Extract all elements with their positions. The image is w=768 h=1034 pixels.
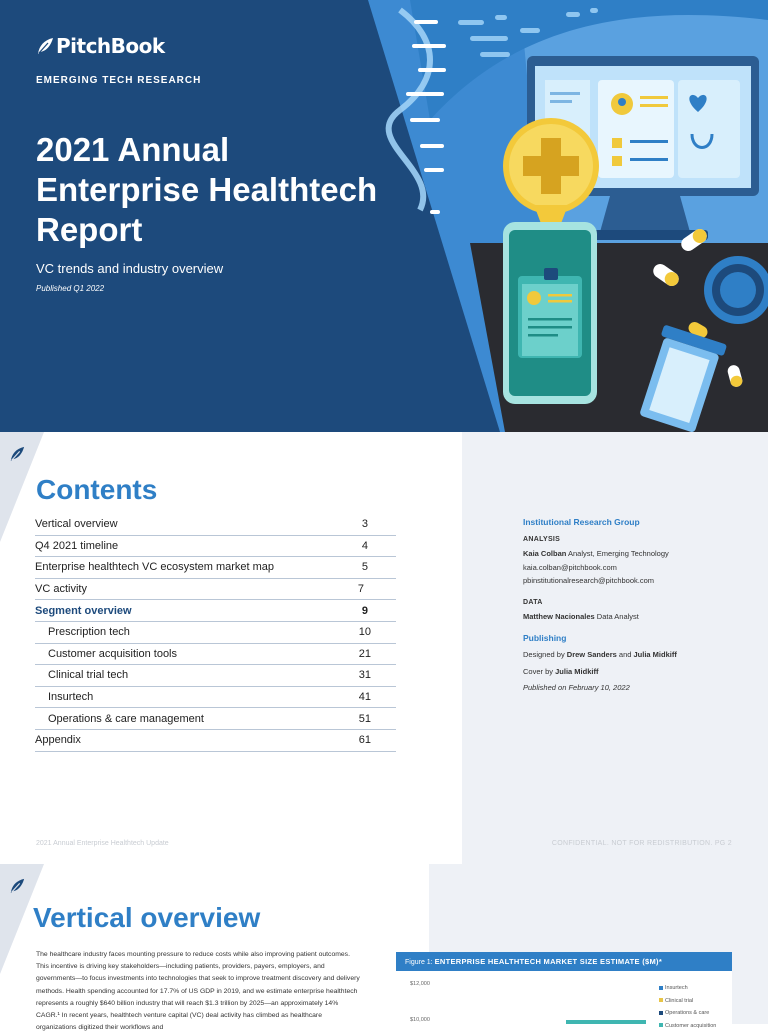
figure-prefix: Figure 1: bbox=[405, 959, 435, 966]
toc-item[interactable] bbox=[35, 665, 396, 687]
y-tick-label: $10,000 bbox=[410, 1017, 430, 1023]
toc-page: 7 bbox=[357, 583, 364, 596]
toc-label: Appendix bbox=[35, 734, 81, 747]
toc-item[interactable] bbox=[35, 579, 396, 601]
legend-entry bbox=[659, 982, 716, 995]
toc-page: 31 bbox=[358, 669, 371, 682]
toc-page: 21 bbox=[358, 647, 371, 660]
page-footer-title: 2021 Annual Enterprise Healthtech Update bbox=[36, 840, 169, 847]
toc-label: Customer acquisition tools bbox=[48, 647, 178, 660]
toc-page: 10 bbox=[358, 626, 371, 639]
legend-swatch bbox=[659, 998, 663, 1002]
credits-analysis-label: ANALYSIS bbox=[523, 535, 561, 543]
cover-kicker: EMERGING TECH RESEARCH bbox=[36, 75, 202, 86]
cover-title bbox=[36, 130, 416, 250]
credits-designed-by bbox=[523, 648, 753, 662]
toc-label: Operations & care management bbox=[48, 712, 204, 725]
group-email[interactable]: pbinstitutionalresearch@pitchbook.com bbox=[523, 576, 655, 585]
toc-label: Insurtech bbox=[48, 691, 94, 704]
figure-header bbox=[396, 952, 732, 971]
logo-text: PitchBook bbox=[56, 34, 165, 58]
vertical-overview-page bbox=[0, 864, 768, 1032]
toc-item[interactable] bbox=[35, 708, 396, 730]
toc-page: 5 bbox=[361, 561, 368, 574]
pitchbook-logo bbox=[36, 34, 165, 58]
vertical-overview-title: Vertical overview bbox=[33, 902, 261, 933]
cover-title-line: Enterprise Healthtech bbox=[36, 171, 378, 208]
credits-data-label: DATA bbox=[523, 598, 543, 606]
toc-label: VC activity bbox=[35, 583, 87, 596]
toc-label: Prescription tech bbox=[48, 626, 130, 639]
cover-designer: Julia Midkiff bbox=[555, 666, 599, 676]
contents-title: Contents bbox=[36, 474, 158, 505]
y-tick-label: $12,000 bbox=[410, 981, 430, 987]
toc-item[interactable] bbox=[35, 644, 396, 666]
legend-entry bbox=[659, 1020, 716, 1033]
data-analyst-name: Matthew Nacionales bbox=[523, 612, 595, 621]
leaf-icon bbox=[9, 878, 25, 894]
vertical-overview-body: The healthcare industry faces mounting pressure to reduce costs while also improving patient outcomes. This incentive is driving key stakeholders—including patients, providers, payers, employers, and governments—to focus investments into technologies that seek to improve treatment discovery and delivery methods. Health spending accounted for 17.7% of US GDP in 2019, and we estimate enterprise healthtech represents a roughly $640 billion industry that will reach $1.3 trillion by 2025—an approximately 14% CAGR.¹ In recent years, healthtech venture capital (VC) deal activity has climbed as healthcare organizations digitized their workflows and bbox=[36, 951, 360, 1032]
designed-prefix: Designed by bbox=[523, 650, 567, 659]
table-of-contents bbox=[35, 514, 396, 752]
credits-published-on: Published on February 10, 2022 bbox=[523, 683, 630, 692]
chart-bar bbox=[566, 1020, 646, 1024]
credits bbox=[523, 516, 753, 695]
leaf-icon bbox=[9, 446, 25, 462]
leaf-icon bbox=[36, 37, 54, 55]
cover-published: Published Q1 2022 bbox=[36, 284, 105, 293]
toc-page: 3 bbox=[361, 518, 368, 531]
cover-prefix: Cover by bbox=[523, 666, 556, 676]
page-footer-confidential: CONFIDENTIAL. NOT FOR REDISTRIBUTION. PG 2 bbox=[551, 840, 732, 847]
toc-item[interactable] bbox=[35, 687, 396, 709]
contents-page bbox=[0, 432, 768, 864]
legend-label: Insurtech bbox=[665, 985, 688, 991]
toc-page: 9 bbox=[361, 604, 368, 617]
toc-label: Vertical overview bbox=[35, 518, 118, 531]
toc-item[interactable] bbox=[35, 730, 396, 752]
designer-name: Drew Sanders bbox=[566, 650, 617, 659]
toc-page: 41 bbox=[358, 691, 371, 704]
credits-publishing-title: Publishing bbox=[523, 632, 567, 643]
toc-page: 4 bbox=[361, 539, 368, 552]
legend-label: Operations & care bbox=[665, 1010, 710, 1016]
toc-item[interactable] bbox=[35, 622, 396, 644]
data-analyst-role: Data Analyst bbox=[594, 612, 639, 621]
cover-title-line: Report bbox=[36, 211, 143, 248]
chart-legend bbox=[659, 982, 716, 1032]
toc-label: Q4 2021 timeline bbox=[35, 539, 119, 552]
credits-cover-by bbox=[523, 665, 753, 679]
legend-label: Clinical trial bbox=[665, 997, 694, 1004]
legend-entry bbox=[659, 995, 716, 1008]
analyst-email[interactable]: kaia.colban@pitchbook.com bbox=[523, 562, 617, 572]
analyst-role: Analyst, Emerging Technology bbox=[566, 549, 669, 558]
toc-label: Enterprise healthtech VC ecosystem market map bbox=[35, 561, 275, 574]
designer-name: Julia Midkiff bbox=[633, 650, 677, 659]
toc-label: Clinical trial tech bbox=[48, 669, 129, 682]
credits-group-title: Institutional Research Group bbox=[523, 517, 640, 527]
legend-label: Customer acquisition bbox=[665, 1022, 717, 1029]
figure-title: ENTERPRISE HEALTHTECH MARKET SIZE ESTIMATE ($M)* bbox=[434, 957, 663, 966]
toc-item[interactable] bbox=[35, 514, 396, 536]
designed-and: and bbox=[616, 650, 634, 659]
toc-item[interactable] bbox=[35, 600, 396, 622]
cover-page bbox=[0, 0, 768, 432]
credits-data-analyst bbox=[523, 610, 753, 624]
toc-item[interactable] bbox=[35, 536, 396, 558]
cover-subtitle: VC trends and industry overview bbox=[36, 261, 224, 276]
cover-title-line: 2021 Annual bbox=[36, 131, 230, 168]
legend-swatch bbox=[659, 986, 663, 990]
toc-label: Segment overview bbox=[35, 604, 132, 617]
legend-entry bbox=[659, 1007, 716, 1020]
toc-item[interactable] bbox=[35, 557, 396, 579]
toc-page: 51 bbox=[358, 712, 371, 725]
analyst-name: Kaia Colban bbox=[523, 549, 567, 558]
legend-swatch bbox=[659, 1023, 663, 1027]
legend-swatch bbox=[659, 1011, 663, 1015]
figure-1 bbox=[396, 952, 732, 1032]
toc-page: 61 bbox=[358, 734, 371, 747]
credits-analyst bbox=[523, 547, 753, 561]
